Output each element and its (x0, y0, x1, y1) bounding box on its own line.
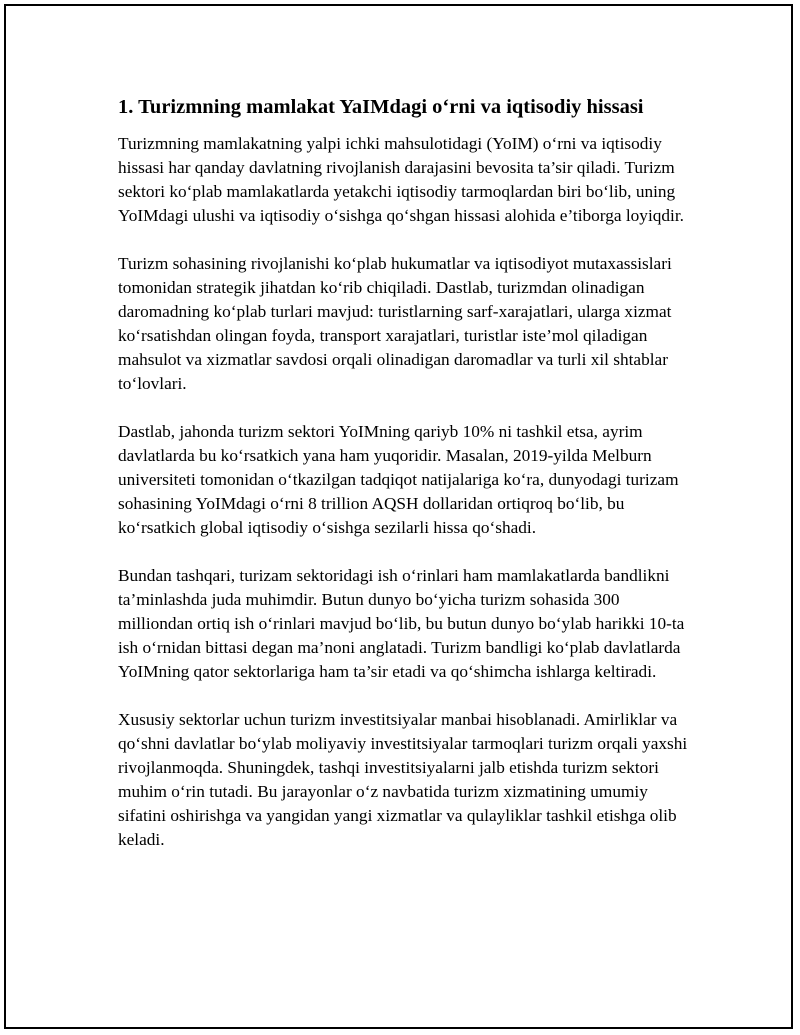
document-body (118, 94, 690, 876)
paragraph-1: Turizmning mamlakatning yalpi ichki mahsulotidagi (YoIM) o‘rni va iqtisodiy hissasi har qanday davlatning rivojlanish darajasini bevosita ta’sir qiladi. Turizm sektori ko‘plab mamlakatlarda yetakchi iqtisodiy tarmoqlardan biri bo‘lib, uning YoIMdagi ulushi va iqtisodiy o‘sishga qo‘shgan hissasi alohida e’tiborga loyiqdir. (118, 134, 684, 225)
paragraph-4: Bundan tashqari, turizam sektoridagi ish o‘rinlari ham mamlakatlarda bandlikni ta’minlashda juda muhimdir. Butun dunyo bo‘yicha turizm sohasida 300 milliondan ortiq ish o‘rinlari mavjud bo‘lib, bu butun dunyo bo‘ylab harikki 10-ta ish o‘rnidan bittasi degan ma’noni anglatadi. Turizm bandligi ko‘plab davlatlarda YoIMning qator sektorlariga ham ta’sir etadi va qo‘shimcha ishlarga keltiradi. (118, 566, 685, 681)
section-heading: 1. Turizmning mamlakat YaIMdagi o‘rni va iqtisodiy hissasi (118, 96, 644, 118)
paragraph-5: Xususiy sektorlar uchun turizm investitsiyalar manbai hisoblanadi. Amirliklar va qo‘shni davlatlar bo‘ylab moliyaviy investitsiyalar tarmoqlari turizm orqali yaxshi rivojlanmoqda. Shuningdek, tashqi investitsiyalarni jalb etishda turizm sektori muhim o‘rin tutadi. Bu jarayonlar o‘z navbatida turizm xizmatining umumiy sifatini oshirishga va yangidan yangi xizmatlar va qulayliklar tashkil etishga olib keladi. (118, 710, 688, 849)
paragraph-3: Dastlab, jahonda turizm sektori YoIMning qariyb 10% ni tashkil etsa, ayrim davlatlarda bu ko‘rsatkich yana ham yuqoridir. Masalan, 2019-yilda Melburn universiteti tomonidan o‘tkazilgan tadqiqot natijalariga ko‘ra, dunyodagi turizam sohasining YoIMdagi o‘rni 8 trillion AQSH dollaridan ortiqroq bo‘lib, bu ko‘rsatkich global iqtisodiy o‘sishga sezilarli hissa qo‘shadi. (118, 422, 679, 537)
paragraph-2: Turizm sohasining rivojlanishi ko‘plab hukumatlar va iqtisodiyot mutaxassislari tomonidan strategik jihatdan ko‘rib chiqiladi. Dastlab, turizmdan olinadigan daromadning ko‘plab turlari mavjud: turistlarning sarf-xarajatlari, ularga xizmat ko‘rsatishdan olingan foyda, transport xarajatlari, turistlar iste’mol qiladigan mahsulot va xizmatlar savdosi orqali olinadigan daromadlar va turli xil shtablar to‘lovlari. (118, 254, 672, 393)
